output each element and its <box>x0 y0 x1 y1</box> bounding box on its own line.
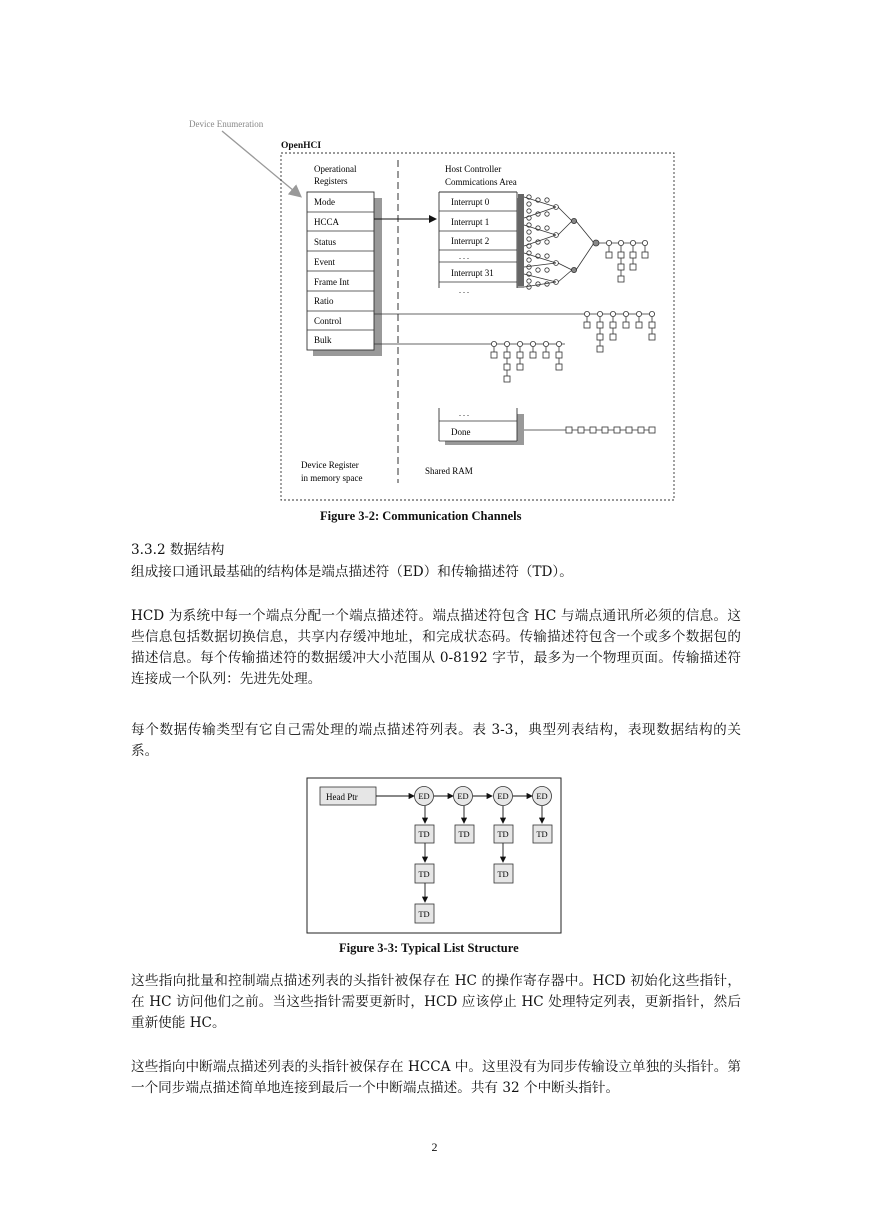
done-list <box>524 427 655 433</box>
control-list <box>374 311 655 352</box>
interrupt-0: Interrupt 0 <box>451 197 490 207</box>
device-register-line2: in memory space <box>301 473 363 483</box>
ed-label-4: ED <box>536 791 548 801</box>
device-enumeration-label: Device Enumeration <box>189 119 264 129</box>
paragraph-list-types: 每个数据传输类型有它自己需处理的端点描述符列表。表 3-3，典型列表结构，表现数据结构的关系。 <box>131 722 741 759</box>
paragraph-ed-td: HCD 为系统中每一个端点分配一个端点描述符。端点描述符包含 HC 与端点通讯所必须的信息。这些信息包括数据切换信息，共享内存缓冲地址，和完成状态码。传输描述符包含一个或多个数据包的描述信息。每个传输描述符的数据缓冲大小范围从 0-8192 字节，最多为一个物理页面。传输描述符连接成一个队列：先进先处理。 <box>131 608 741 687</box>
interrupt-31: Interrupt 31 <box>451 268 494 278</box>
operational-registers-line2: Registers <box>314 176 348 186</box>
register-control: Control <box>314 316 342 326</box>
operational-registers-line1: Operational <box>314 164 357 174</box>
register-bulk: Bulk <box>314 335 332 345</box>
device-register-line1: Device Register <box>301 460 359 470</box>
register-status: Status <box>314 237 337 247</box>
ed-label-2: ED <box>457 791 469 801</box>
td-label-4: TD <box>536 829 548 839</box>
register-ratio: Ratio <box>314 296 334 306</box>
interrupt-tree <box>518 194 648 289</box>
head-ptr-label: Head Ptr <box>326 792 358 802</box>
intro-paragraph: 组成接口通讯最基础的结构体是端点描述符（ED）和传输描述符（TD）。 <box>131 564 573 580</box>
td-label-6: TD <box>497 869 509 879</box>
ed-label-3: ED <box>497 791 509 801</box>
figure-typical-list-structure <box>0 770 869 970</box>
register-event: Event <box>314 257 335 267</box>
figure-3-2-caption: Figure 3-2: Communication Channels <box>320 509 522 523</box>
interrupt-ellipsis: . . . <box>459 252 469 261</box>
register-frame-int: Frame Int <box>314 277 350 287</box>
hcca-title-line2: Commications Area <box>445 177 517 187</box>
figure-communication-channels <box>0 0 869 540</box>
openhci-label: OpenHCI <box>281 141 322 151</box>
done-label: Done <box>451 427 471 437</box>
section-heading: 3.3.2 数据结构 <box>131 542 225 558</box>
ed-label-1: ED <box>418 791 430 801</box>
shared-ram-label: Shared RAM <box>425 466 473 476</box>
td-label-2: TD <box>458 829 470 839</box>
paragraph-interrupt-pointers: 这些指向中断端点描述列表的头指针被保存在 HCCA 中。这里没有为同步传输设立单独的头指针。第一个同步端点描述简单地连接到最后一个中断端点描述。共有 32 个中断头指针。 <box>131 1059 741 1096</box>
td-label-5: TD <box>418 869 430 879</box>
bulk-list <box>374 341 565 382</box>
figure-3-3-caption: Figure 3-3: Typical List Structure <box>339 941 519 955</box>
paragraph-head-pointers: 这些指向批量和控制端点描述列表的头指针被保存在 HC 的操作寄存器中。HCD 初始化这些指针，在 HC 访问他们之前。当这些指针需要更新时，HCD 应该停止 HC 处理特定列表，更新指针，然后重新使能 HC。 <box>131 973 741 1031</box>
register-stack <box>307 192 374 350</box>
interrupt-ellipsis-bottom: . . . <box>459 286 469 295</box>
td-label-3: TD <box>497 829 509 839</box>
interrupt-2: Interrupt 2 <box>451 236 490 246</box>
hcca-title-line1: Host Controller <box>445 164 502 174</box>
done-ellipsis: . . . <box>459 409 469 418</box>
interrupt-1: Interrupt 1 <box>451 217 490 227</box>
register-mode: Mode <box>314 197 335 207</box>
register-hcca: HCCA <box>314 217 340 227</box>
td-label-7: TD <box>418 909 430 919</box>
page-number: 2 <box>431 1140 438 1154</box>
td-label-1: TD <box>418 829 430 839</box>
